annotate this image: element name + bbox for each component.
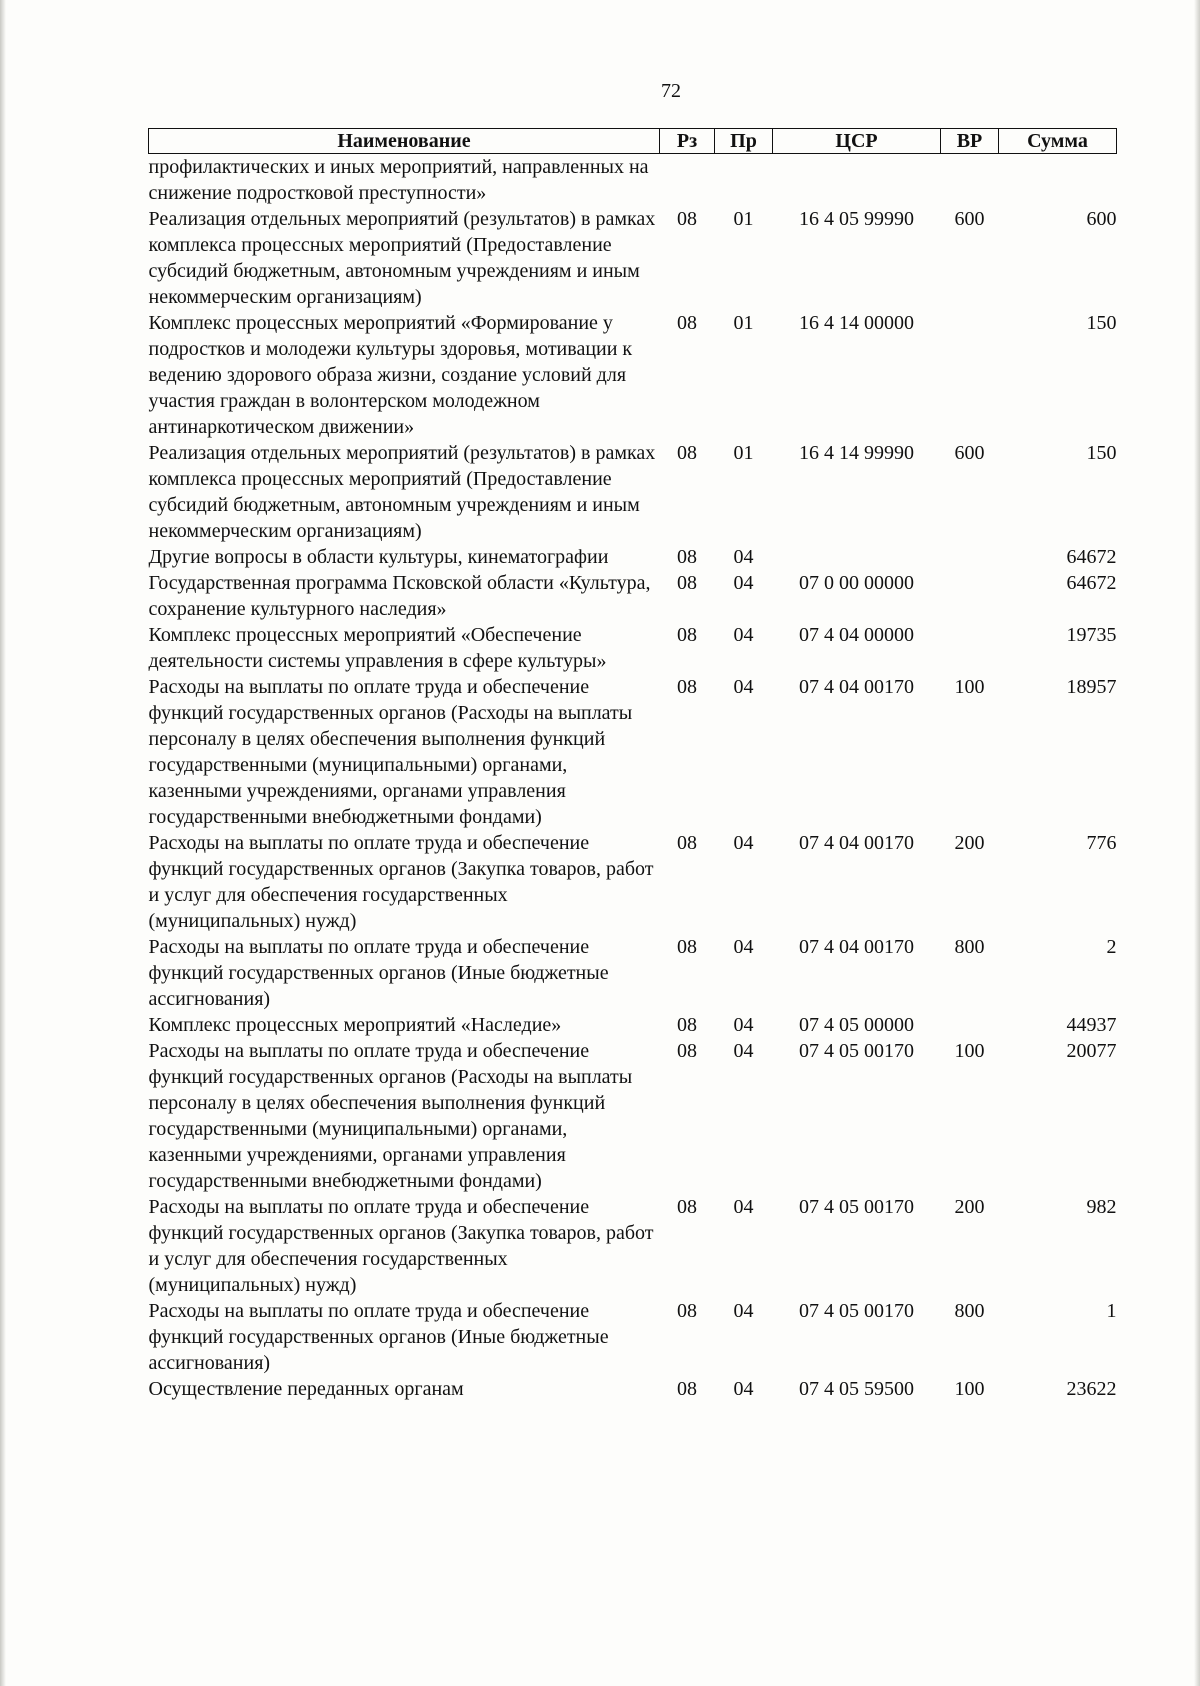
table-row [149, 154, 1117, 207]
cell-sum: 23622 [1066, 1378, 1117, 1400]
table-row [149, 440, 1117, 544]
cell-csr: 16 4 14 99990 [799, 442, 914, 464]
cell-vr [941, 544, 999, 570]
cell-vr: 100 [954, 1040, 985, 1062]
cell-pr: 04 [733, 1196, 754, 1218]
cell-name: Комплекс процессных мероприятий «Обеспечение деятельности системы управления в сфере культуры» [148, 624, 607, 672]
cell-rz [660, 154, 715, 207]
cell-csr: 16 4 05 99990 [799, 208, 914, 230]
header-csr: ЦСР [773, 129, 941, 154]
cell-csr: 07 4 04 00170 [799, 936, 914, 958]
cell-vr [941, 1012, 999, 1038]
cell-sum: 150 [1086, 312, 1117, 334]
cell-csr: 16 4 14 00000 [799, 312, 914, 334]
cell-sum: 776 [1086, 832, 1117, 854]
cell-name: Расходы на выплаты по оплате труда и обеспечение функций государственных органов (Закупка товаров, работ и услуг для обеспечения государственных (муниципальных) нужд) [148, 1196, 654, 1296]
cell-pr: 01 [733, 442, 754, 464]
cell-name: Расходы на выплаты по оплате труда и обеспечение функций государственных органов (Расходы на выплаты персоналу в целях обеспечения выполнения функций государственными (муниципальными) органами, казенными учреждениями, органами управления государственными внебюджетными фондами) [148, 676, 633, 828]
cell-pr: 04 [733, 676, 754, 698]
header-pr: Пр [715, 129, 773, 154]
cell-vr: 200 [954, 1196, 985, 1218]
cell-vr: 800 [954, 1300, 985, 1322]
cell-name: Расходы на выплаты по оплате труда и обеспечение функций государственных органов (Расходы на выплаты персоналу в целях обеспечения выполнения функций государственными (муниципальными) органами, казенными учреждениями, органами управления государственными внебюджетными фондами) [148, 1040, 633, 1192]
cell-name: Другие вопросы в области культуры, кинематографии [148, 546, 609, 568]
cell-rz: 08 [677, 1040, 697, 1062]
cell-name: профилактических и иных мероприятий, направленных на снижение подростковой преступности» [148, 156, 649, 204]
table-row [149, 622, 1117, 674]
table-row [149, 206, 1117, 310]
table-row [149, 544, 1117, 570]
cell-name: Реализация отдельных мероприятий (результатов) в рамках комплекса процессных мероприятий (Предоставление субсидий бюджетным, автономным учреждениям и иным некоммерческим организациям) [148, 208, 656, 308]
cell-name: Государственная программа Псковской области «Культура, сохранение культурного наследия» [148, 572, 651, 620]
cell-name: Осуществление переданных органам [148, 1378, 464, 1400]
budget-table [148, 128, 1117, 1402]
cell-vr [941, 622, 999, 674]
header-name: Наименование [149, 129, 660, 154]
table-row [149, 1298, 1117, 1376]
table-header [149, 129, 1117, 154]
table-row [149, 310, 1117, 440]
cell-pr: 04 [733, 546, 754, 568]
cell-csr: 07 4 04 00000 [799, 624, 914, 646]
table-row [149, 934, 1117, 1012]
cell-name: Расходы на выплаты по оплате труда и обеспечение функций государственных органов (Закупка товаров, работ и услуг для обеспечения государственных (муниципальных) нужд) [148, 832, 654, 932]
cell-vr: 100 [954, 1378, 985, 1400]
cell-pr: 04 [733, 1014, 754, 1036]
cell-pr: 04 [733, 832, 754, 854]
cell-name: Реализация отдельных мероприятий (результатов) в рамках комплекса процессных мероприятий (Предоставление субсидий бюджетным, автономным учреждениям и иным некоммерческим организациям) [148, 442, 656, 542]
cell-pr: 04 [733, 572, 754, 594]
cell-rz: 08 [677, 936, 697, 958]
cell-csr [773, 154, 941, 207]
scan-edge-left [0, 0, 6, 1686]
page-number: 72 [661, 80, 681, 102]
cell-rz: 08 [677, 832, 697, 854]
cell-rz: 08 [677, 208, 697, 230]
cell-rz: 08 [677, 1300, 697, 1322]
table-row [149, 830, 1117, 934]
cell-name: Расходы на выплаты по оплате труда и обеспечение функций государственных органов (Иные бюджетные ассигнования) [148, 1300, 609, 1374]
cell-pr: 04 [733, 1040, 754, 1062]
table-row [149, 1012, 1117, 1038]
cell-rz: 08 [677, 1378, 697, 1400]
cell-pr: 04 [733, 1300, 754, 1322]
cell-pr: 04 [733, 1378, 754, 1400]
cell-vr [941, 310, 999, 440]
cell-csr: 07 4 05 00170 [799, 1300, 914, 1322]
cell-csr [773, 544, 941, 570]
cell-rz: 08 [677, 572, 697, 594]
header-rz: Рз [660, 129, 715, 154]
cell-sum: 18957 [1066, 676, 1117, 698]
cell-csr: 07 4 04 00170 [799, 676, 914, 698]
cell-vr [941, 570, 999, 622]
table-body [149, 154, 1117, 1403]
cell-rz: 08 [677, 624, 697, 646]
cell-rz: 08 [677, 1014, 697, 1036]
cell-rz: 08 [677, 676, 697, 698]
cell-vr: 800 [954, 936, 985, 958]
cell-sum [999, 154, 1117, 207]
table-row [149, 1194, 1117, 1298]
cell-rz: 08 [677, 1196, 697, 1218]
table-row [149, 570, 1117, 622]
cell-pr: 01 [733, 312, 754, 334]
cell-sum: 2 [1106, 936, 1117, 958]
cell-csr: 07 4 04 00170 [799, 832, 914, 854]
cell-csr: 07 4 05 00170 [799, 1040, 914, 1062]
cell-sum: 20077 [1066, 1040, 1117, 1062]
cell-pr: 04 [733, 936, 754, 958]
table-row [149, 674, 1117, 830]
cell-csr: 07 4 05 00000 [799, 1014, 914, 1036]
cell-csr: 07 4 05 59500 [799, 1378, 914, 1400]
cell-vr: 200 [954, 832, 985, 854]
cell-vr: 600 [954, 208, 985, 230]
cell-sum: 64672 [1066, 572, 1117, 594]
cell-sum: 44937 [1066, 1014, 1117, 1036]
scan-edge-right [1194, 0, 1200, 1686]
table-row [149, 1038, 1117, 1194]
cell-rz: 08 [677, 546, 697, 568]
cell-sum: 1 [1106, 1300, 1117, 1322]
cell-rz: 08 [677, 442, 697, 464]
header-sum: Сумма [999, 129, 1117, 154]
cell-sum: 982 [1086, 1196, 1117, 1218]
cell-sum: 600 [1086, 208, 1117, 230]
table-row [149, 1376, 1117, 1402]
cell-vr: 600 [954, 442, 985, 464]
cell-vr [941, 154, 999, 207]
cell-pr: 04 [733, 624, 754, 646]
cell-sum: 19735 [1066, 624, 1117, 646]
header-vr: ВР [941, 129, 999, 154]
cell-pr [715, 154, 773, 207]
cell-name: Расходы на выплаты по оплате труда и обеспечение функций государственных органов (Иные бюджетные ассигнования) [148, 936, 609, 1010]
cell-pr: 01 [733, 208, 754, 230]
cell-name: Комплекс процессных мероприятий «Наследие» [148, 1014, 562, 1036]
cell-csr: 07 4 05 00170 [799, 1196, 914, 1218]
cell-rz: 08 [677, 312, 697, 334]
cell-sum: 64672 [1066, 546, 1117, 568]
cell-name: Комплекс процессных мероприятий «Формирование у подростков и молодежи культуры здоровья, мотивации к ведению здорового образа жизни, создание условий для участия граждан в волонтерском молодежном антинаркотическом движении» [148, 312, 633, 438]
cell-sum: 150 [1086, 442, 1117, 464]
cell-vr: 100 [954, 676, 985, 698]
cell-csr: 07 0 00 00000 [799, 572, 914, 594]
